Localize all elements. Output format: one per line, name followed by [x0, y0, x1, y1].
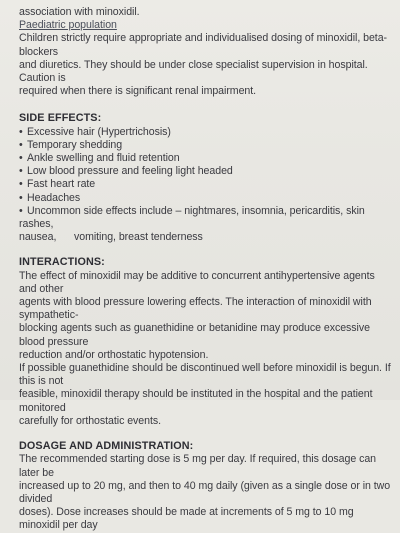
list-item-label: Low blood pressure and feeling light headed	[27, 165, 233, 178]
text-line: feasible, minoxidil therapy should be instituted in the hospital and the patient monitored	[19, 388, 373, 414]
text-line: carefully for orthostatic events.	[19, 414, 162, 427]
spacer	[19, 244, 391, 256]
interactions-heading: INTERACTIONS:	[19, 256, 105, 269]
list-item	[19, 192, 391, 205]
bullet-icon: •	[19, 178, 23, 191]
text-line: blocking agents such as guanethidine or betanidine may produce excessive blood pressure	[19, 322, 370, 348]
bullet-icon: •	[19, 152, 23, 165]
bullet-icon: •	[19, 125, 23, 138]
list-item-label: Headaches	[27, 191, 81, 204]
bullet-icon: •	[19, 191, 23, 204]
text-line: If possible guanethidine should be discontinued well before minoxidil is begun. If this is not	[19, 362, 391, 388]
text-line: agents with blood pressure lowering effects. The interaction of minoxidil with sympathetic-	[19, 296, 372, 322]
list-item-label: Ankle swelling and fluid retention	[27, 152, 180, 165]
list-item-label: Temporary shedding	[27, 138, 123, 151]
bullet-icon: •	[19, 138, 23, 151]
spacer	[19, 98, 391, 112]
dosage-heading: DOSAGE AND ADMINISTRATION:	[19, 440, 194, 453]
bullet-icon: •	[19, 165, 23, 178]
list-item	[19, 205, 391, 231]
list-item-label: Excessive hair (Hypertrichosis)	[27, 125, 171, 138]
text-line: required when there is significant renal impairment.	[19, 85, 257, 98]
text-line: The effect of minoxidil may be additive to concurrent antihypertensive agents and other	[19, 269, 375, 295]
text-line: The recommended starting dose is 5 mg per day. If required, this dosage can later be	[19, 453, 377, 479]
text-line: increased up to 20 mg, and then to 40 mg daily (given as a single dose or in two divided	[19, 479, 391, 505]
text-line: association with minoxidil.	[19, 6, 140, 18]
spacer	[19, 428, 391, 440]
list-item	[19, 178, 391, 191]
list-item	[19, 126, 391, 139]
list-item	[19, 152, 391, 165]
leaflet-text	[19, 6, 391, 533]
side-effects-list	[19, 126, 391, 245]
list-item-label: nausea,	[19, 231, 57, 244]
text-line: doses). Dose increases should be made at increments of 5 mg to 10 mg minoxidil per day	[19, 506, 354, 532]
list-item-label: Fast heart rate	[27, 178, 96, 191]
list-item	[19, 139, 391, 152]
side-effects-heading: SIDE EFFECTS:	[19, 112, 102, 125]
text-line: and diuretics. They should be under close specialist supervision in hospital. Caution is	[19, 58, 368, 85]
list-item	[19, 165, 391, 178]
text-line: Children strictly require appropriate and individualised dosing of minoxidil, beta-blockers	[19, 32, 388, 58]
bullet-icon: •	[19, 204, 23, 217]
list-item-continuation	[19, 231, 391, 244]
list-item-label: vomiting, breast tenderness	[74, 231, 203, 244]
paediatric-heading: Paediatric population	[19, 19, 117, 32]
text-line: reduction and/or orthostatic hypotension.	[19, 348, 209, 361]
list-item-label: Uncommon side effects include – nightmares, insomnia, pericarditis, skin rashes,	[19, 204, 365, 231]
